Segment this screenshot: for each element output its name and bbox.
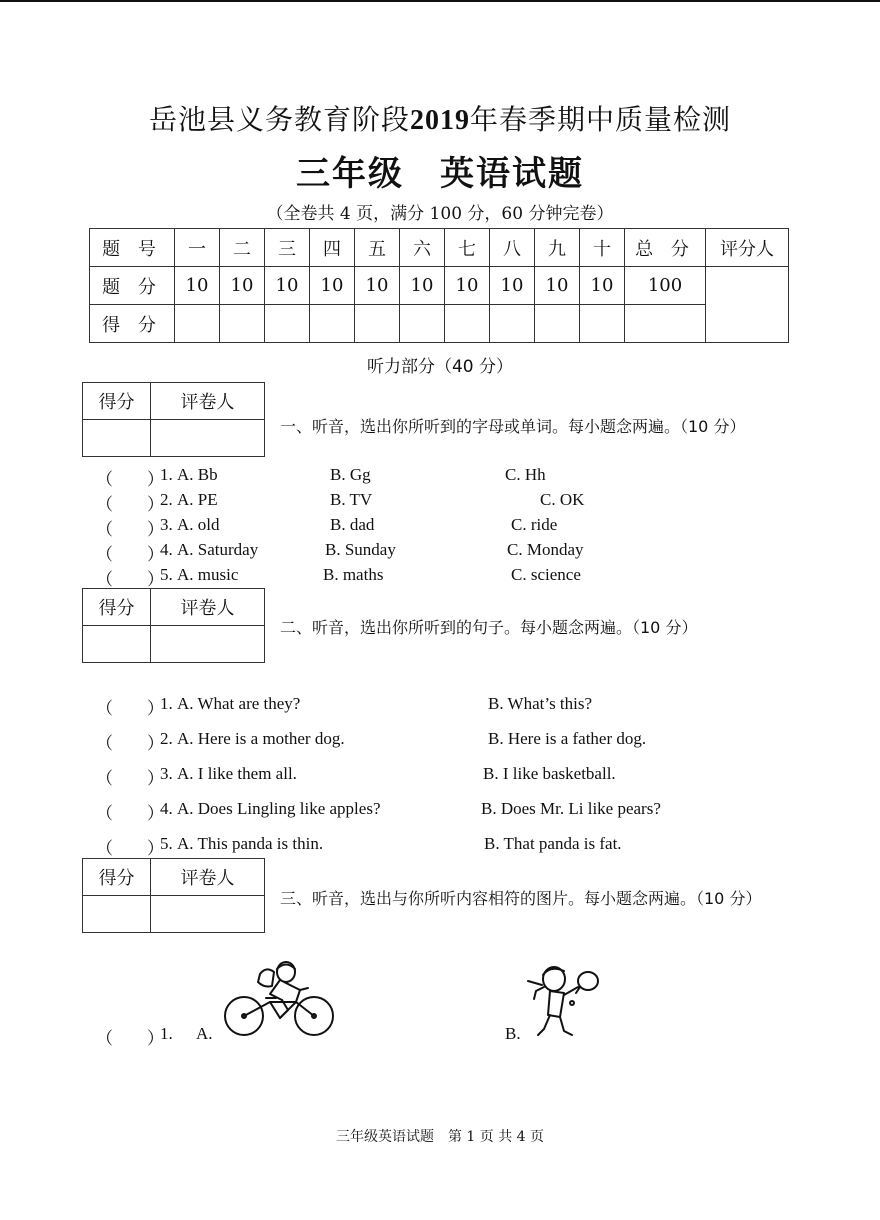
grader-score-cell[interactable] — [83, 896, 151, 933]
answer-blank[interactable]: （ ） — [96, 769, 164, 788]
option-b: B. That panda is fat. — [484, 834, 622, 853]
points-cell: 10 — [265, 267, 310, 305]
option-b: B. Gg — [330, 465, 371, 484]
option-a: A. old — [177, 515, 220, 534]
listening-part-header: 听力部分（40 分） — [366, 357, 514, 377]
option-c: C. ride — [511, 515, 558, 534]
score-table — [89, 228, 789, 343]
row-label-number: 题 号 — [90, 229, 175, 267]
question-number: 1. — [160, 1024, 173, 1043]
grader-score-label: 得分 — [83, 859, 151, 896]
col-header: 一 — [175, 229, 220, 267]
score-cell[interactable] — [490, 305, 535, 343]
answer-blank[interactable]: （ ） — [96, 699, 164, 718]
score-cell[interactable] — [535, 305, 580, 343]
boy-riding-bike-picture[interactable] — [222, 960, 338, 1040]
score-cell[interactable] — [445, 305, 490, 343]
grader-score-label: 得分 — [83, 589, 151, 626]
points-cell: 10 — [175, 267, 220, 305]
option-a: A. PE — [177, 490, 218, 509]
option-b: B. Sunday — [325, 540, 396, 559]
option-a: A. Here is a mother dog. — [177, 729, 345, 748]
grader-box-3 — [82, 858, 265, 933]
answer-blank[interactable]: （ ） — [96, 495, 164, 514]
question-number: 4. — [160, 799, 173, 818]
option-b: B. I like basketball. — [483, 764, 616, 783]
grader-score-cell[interactable] — [83, 626, 151, 663]
question-number: 2. — [160, 729, 173, 748]
grader-reviewer-cell[interactable] — [151, 896, 265, 933]
exam-subtitle: 三年级 英语试题 — [296, 154, 584, 194]
option-a: A. — [196, 1024, 213, 1043]
answer-blank[interactable]: （ ） — [96, 839, 164, 858]
option-b: B. dad — [330, 515, 375, 534]
score-cell[interactable] — [580, 305, 625, 343]
col-header: 五 — [355, 229, 400, 267]
grader-box-2 — [82, 588, 265, 663]
grader-reviewer-cell[interactable] — [151, 420, 265, 457]
option-c: C. OK — [540, 490, 585, 509]
grader-reviewer-label: 评卷人 — [151, 589, 265, 626]
answer-blank[interactable]: （ ） — [96, 1029, 164, 1048]
option-a: A. What are they? — [177, 694, 301, 713]
option-c: C. Hh — [505, 465, 546, 484]
answer-blank[interactable]: （ ） — [96, 734, 164, 753]
option-a: A. I like them all. — [177, 764, 297, 783]
question-number: 3. — [160, 515, 173, 534]
option-b: B. maths — [323, 565, 384, 584]
question-number: 1. — [160, 465, 173, 484]
question-number: 5. — [160, 565, 173, 584]
grader-reviewer-label: 评卷人 — [151, 383, 265, 420]
section3-heading: 三、听音，选出与你所听内容相符的图片。每小题念两遍。（10 分） — [280, 889, 762, 908]
option-b: B. Does Mr. Li like pears? — [481, 799, 661, 818]
grader-score-cell[interactable] — [83, 420, 151, 457]
top-border-line — [0, 0, 880, 2]
option-b: B. TV — [330, 490, 373, 509]
row-label-points: 题 分 — [90, 267, 175, 305]
col-header: 九 — [535, 229, 580, 267]
question-number: 3. — [160, 764, 173, 783]
col-header: 十 — [580, 229, 625, 267]
points-cell: 10 — [400, 267, 445, 305]
answer-blank[interactable]: （ ） — [96, 804, 164, 823]
grader-reviewer-cell[interactable] — [151, 626, 265, 663]
points-cell: 10 — [490, 267, 535, 305]
total-score-cell[interactable] — [625, 305, 706, 343]
score-cell[interactable] — [265, 305, 310, 343]
option-a: A. This panda is thin. — [177, 834, 324, 853]
total-header: 总 分 — [625, 229, 706, 267]
question-number: 2. — [160, 490, 173, 509]
col-header: 七 — [445, 229, 490, 267]
grader-score-label: 得分 — [83, 383, 151, 420]
option-c: C. Monday — [507, 540, 584, 559]
question-number: 5. — [160, 834, 173, 853]
col-header: 三 — [265, 229, 310, 267]
option-a: A. Saturday — [177, 540, 259, 559]
points-cell: 10 — [535, 267, 580, 305]
points-cell: 10 — [220, 267, 265, 305]
option-b: B. Here is a father dog. — [488, 729, 647, 748]
grader-reviewer-label: 评卷人 — [151, 859, 265, 896]
exam-title: 岳池县义务教育阶段2019年春季期中质量检测 — [148, 103, 732, 136]
col-header: 六 — [400, 229, 445, 267]
option-a: A. music — [177, 565, 239, 584]
points-cell: 10 — [310, 267, 355, 305]
boy-playing-pingpong-picture[interactable] — [520, 963, 612, 1043]
page-footer: 三年级英语试题 第 1 页 共 4 页 — [335, 1129, 545, 1145]
section1-heading: 一、听音，选出你所听到的字母或单词。每小题念两遍。（10 分） — [280, 417, 746, 436]
option-c: C. science — [511, 565, 581, 584]
answer-blank[interactable]: （ ） — [96, 520, 164, 539]
option-a: A. Does Lingling like apples? — [177, 799, 381, 818]
score-cell[interactable] — [175, 305, 220, 343]
option-b: B. What’s this? — [488, 694, 593, 713]
score-cell[interactable] — [220, 305, 265, 343]
row-label-score: 得 分 — [90, 305, 175, 343]
points-cell: 10 — [355, 267, 400, 305]
question-number: 1. — [160, 694, 173, 713]
question-number: 4. — [160, 540, 173, 559]
option-a: A. Bb — [177, 465, 218, 484]
reviewer-header: 评分人 — [706, 229, 789, 267]
col-header: 二 — [220, 229, 265, 267]
grader-box-1 — [82, 382, 265, 457]
exam-note: （全卷共 4 页，满分 100 分，60 分钟完卷） — [266, 204, 614, 224]
score-cell[interactable] — [355, 305, 400, 343]
answer-blank[interactable]: （ ） — [96, 545, 164, 564]
points-cell: 10 — [580, 267, 625, 305]
section2-heading: 二、听音，选出你所听到的句子。每小题念两遍。（10 分） — [280, 618, 698, 637]
answer-blank[interactable]: （ ） — [96, 470, 164, 489]
score-cell[interactable] — [400, 305, 445, 343]
points-cell: 10 — [445, 267, 490, 305]
col-header: 八 — [490, 229, 535, 267]
reviewer-cell[interactable] — [706, 267, 789, 343]
col-header: 四 — [310, 229, 355, 267]
total-points-cell: 100 — [625, 267, 706, 305]
option-b: B. — [505, 1024, 521, 1043]
score-cell[interactable] — [310, 305, 355, 343]
answer-blank[interactable]: （ ） — [96, 570, 164, 589]
